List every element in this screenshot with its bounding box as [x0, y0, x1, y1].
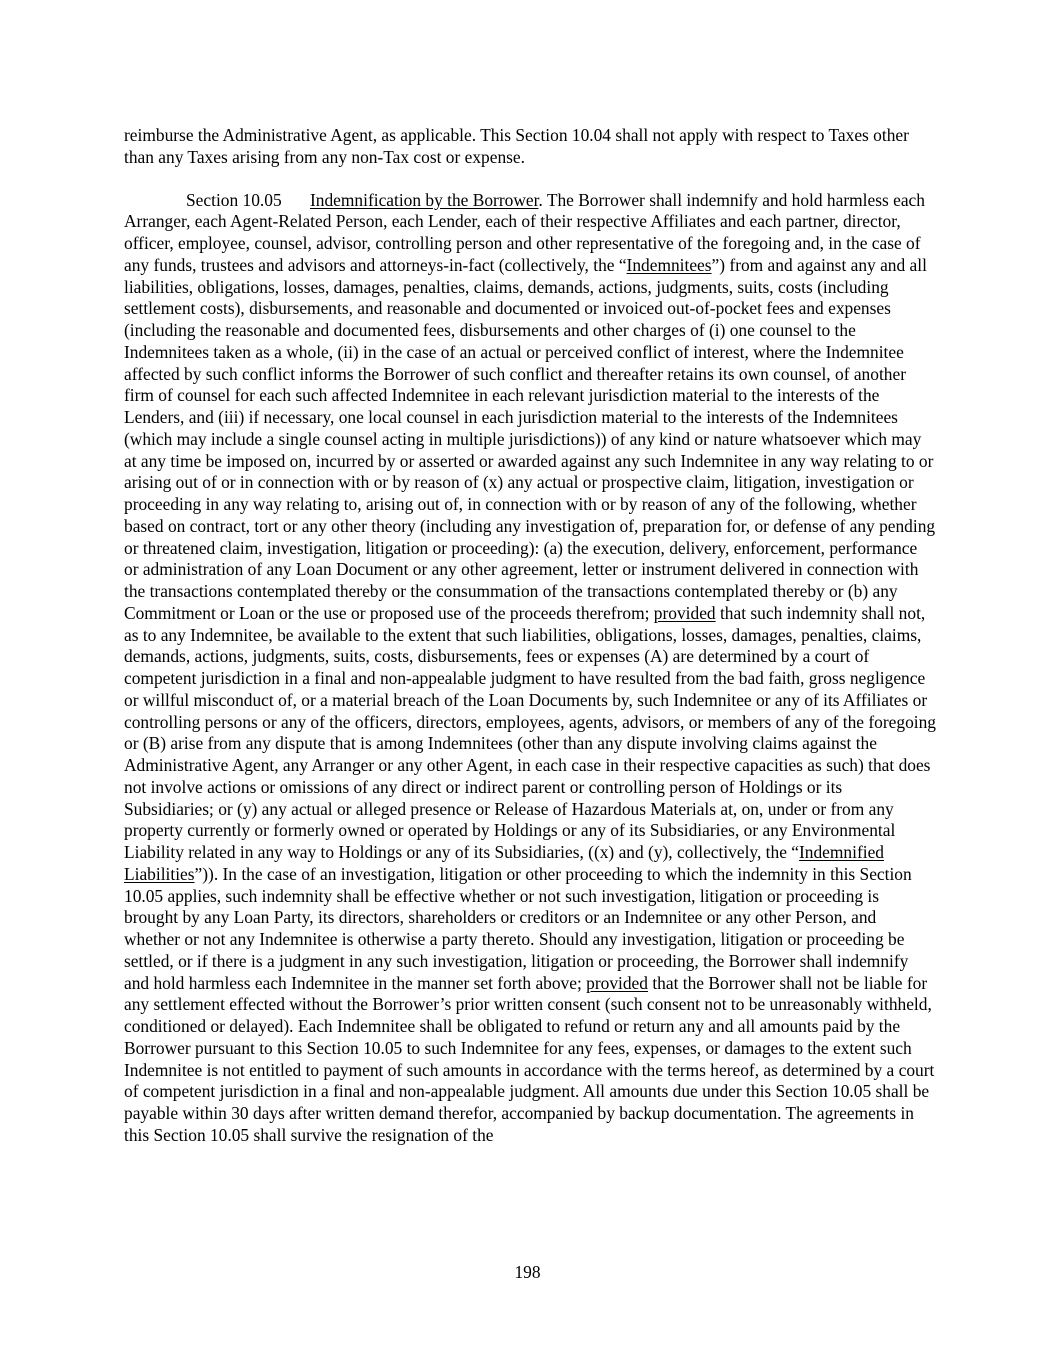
- section-text-1: . The Borrower shall indemnify and hold harmless each Arranger, each Agent-Related Person, each Lender, each of their respective Affiliates and each partner, director, officer, employee, counsel, advisor, controlling person and other representative of the foregoing and, in the case of any funds, trustees and advisors and attorneys-in-fact (collectively, the “: [124, 189, 925, 275]
- section-text-3: that such indemnity shall not, as to any Indemnitee, be available to the extent that such liabilities, obligations, losses, damages, penalties, claims, demands, actions, judgments, suits, costs, disbursements, fees or expenses (A) are determined by a court of competent jurisdiction in a final and non-appealable judgment to have resulted from the bad faith, gross negligence or willful misconduct of, or a material breach of the Loan Documents by, such Indemnitee or any of its Affiliates or controlling persons or any of the officers, directors, employees, agents, advisors, or members of any of the foregoing or (B) arise from any dispute that is among Indemnitees (other than any dispute involving claims against the Administrative Agent, any Arranger or any other Agent, in each case in their respective capacities as such) that does not involve actions or omissions of any direct or indirect parent or controlling person of Holdings or its Subsidiaries; or (y) any actual or alleged presence or Release of Hazardous Materials at, on, under or from any property currently or formerly owned or operated by Holdings or any of its Subsidiaries, or any Environmental Liability related in any way to Holdings or any of its Subsidiaries, ((x) and (y), collectively, the “: [124, 602, 936, 862]
- provided-term-2: provided: [586, 972, 648, 993]
- page-number: 198: [514, 1262, 541, 1282]
- section-title: Indemnification by the Borrower: [310, 189, 539, 210]
- section-text-2: ”) from and against any and all liabilities, obligations, losses, damages, penalties, claims, demands, actions, judgments, suits, costs (including settlement costs), disbursements, and reasonable and documented or invoiced out-of-pocket fees and expenses (including the reasonable and documented fees, disbursements and other charges of (i) one counsel to the Indemnitees taken as a whole, (ii) in the case of an actual or perceived conflict of interest, where the Indemnitee affected by such conflict informs the Borrower of such conflict and thereafter retains its own counsel, of another firm of counsel for each such affected Indemnitee in each relevant jurisdiction material to the interests of the Lenders, and (iii) if necessary, one local counsel in each jurisdiction material to the interests of the Indemnitees (which may include a single counsel acting in multiple jurisdictions)) of any kind or nature whatsoever which may at any time be imposed on, incurred by or asserted or awarded against any such Indemnitee in any way relating to or arising out of or in connection with or by reason of (x) any actual or prospective claim, litigation, investigation or proceeding in any way relating to, arising out of, in connection with or by reason of any of the following, whether based on contract, tort or any other theory (including any investigation of, preparation for, or defense of any pending or threatened claim, investigation, litigation or proceeding): (a) the execution, delivery, enforcement, performance or administration of any Loan Document or any other agreement, letter or instrument delivered in connection with the transactions contemplated thereby or the consummation of the transactions contemplated thereby or (b) any Commitment or Loan or the use or proposed use of the proceeds therefrom;: [124, 254, 936, 623]
- body-text: [124, 125, 936, 1147]
- provided-term-1: provided: [653, 602, 716, 623]
- section-10-05-paragraph: [124, 190, 936, 1147]
- carryover-paragraph: [124, 125, 936, 169]
- carryover-text: reimburse the Administrative Agent, as applicable. This Section 10.04 shall not apply with respect to Taxes other than any Taxes arising from any non-Tax cost or expense.: [124, 125, 909, 167]
- section-text-5: that the Borrower shall not be liable for any settlement effected without the Borrower’s prior written consent (such consent not to be unreasonably withheld, conditioned or delayed). Each Indemnitee shall be obligated to refund or return any and all amounts paid by the Borrower pursuant to this Section 10.05 to such Indemnitee for any fees, expenses, or damages to the extent such Indemnitee is not entitled to payment of such amounts in accordance with the terms hereof, as determined by a court of competent jurisdiction in a final and non-appealable judgment. All amounts due under this Section 10.05 shall be payable within 30 days after written demand therefor, accompanied by backup documentation. The agreements in this Section 10.05 shall survive the resignation of the: [124, 972, 935, 1145]
- section-number: Section 10.05: [186, 189, 282, 210]
- section-text-4: ”)). In the case of an investigation, litigation or other proceeding to which the indemnity in this Section 10.05 applies, such indemnity shall be effective whether or not such investigation, litigation or proceeding is brought by any Loan Party, its directors, shareholders or creditors or an Indemnitee or any other Person, and whether or not any Indemnitee is otherwise a party thereto. Should any investigation, litigation or proceeding be settled, or if there is a judgment in any such investigation, litigation or proceeding, the Borrower shall indemnify and hold harmless each Indemnitee in the manner set forth above;: [124, 863, 912, 993]
- defined-term-indemnified-liabilities: Indemnified Liabilities: [124, 842, 884, 884]
- defined-term-indemnitees: Indemnitees: [626, 254, 712, 275]
